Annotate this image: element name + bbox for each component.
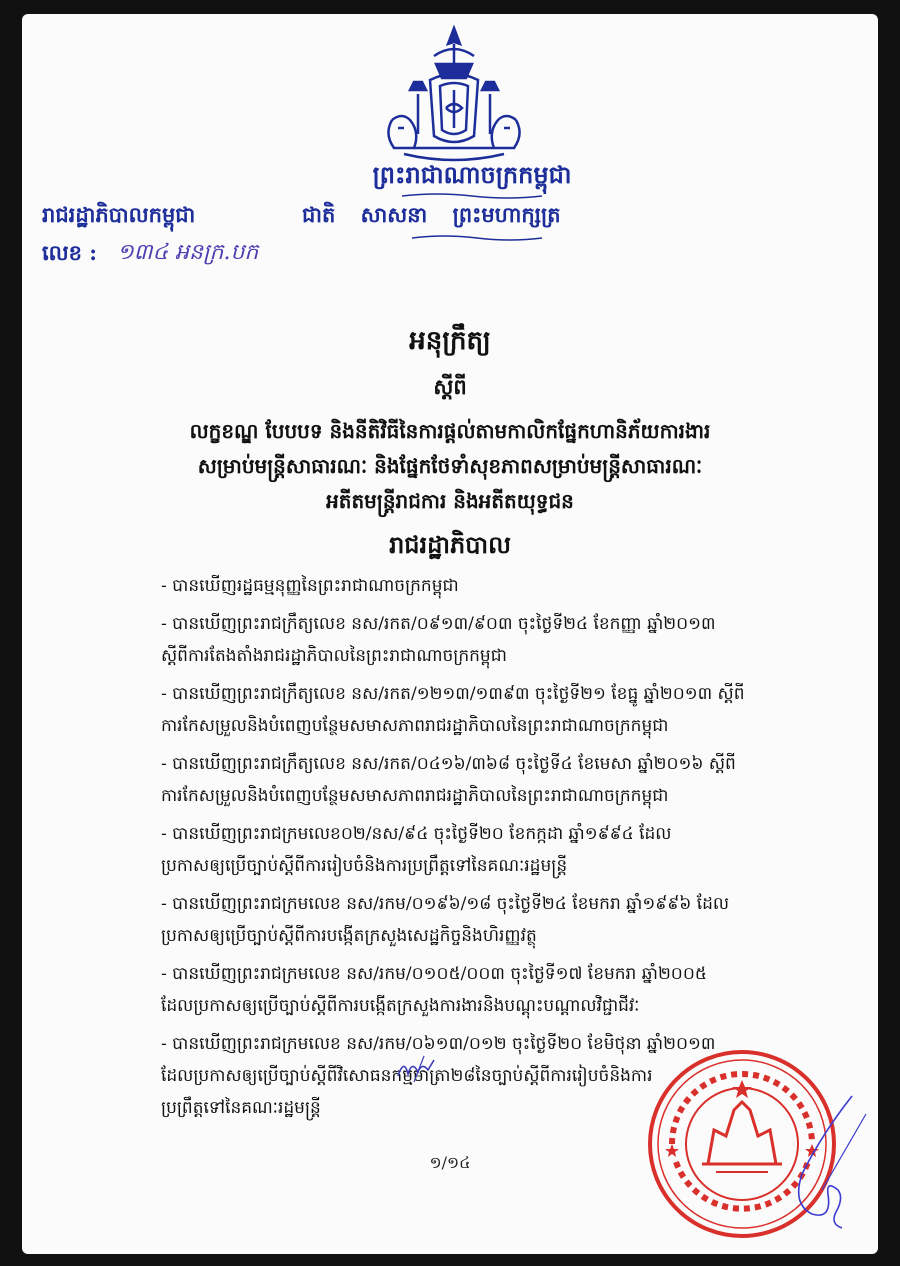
item-line: ដែលប្រកាសឲ្យប្រើច្បាប់ស្តីពីការបង្កើតក្រសួងការងារនិងបណ្តុះបណ្តាលវិជ្ជាជីវៈ — [161, 996, 640, 1016]
item-line: ការកែសម្រួលនិងបំពេញបន្ថែមសមាសភាពរាជរដ្ឋាភិបាលនៃព្រះរាជាណាចក្រកម្ពុជា — [161, 786, 669, 806]
list-item — [147, 888, 837, 952]
list-item — [147, 748, 837, 812]
list-item — [147, 818, 837, 882]
reference-number: ១៣៤ អនក្រ.បក — [117, 240, 259, 265]
list-item — [147, 570, 837, 602]
item-line: - បានឃើញព្រះរាជក្រមលេខ នស/រកម/០៦១៣/០១២ ចុះថ្ងៃទី២០ ខែមិថុនា ឆ្នាំ២០១៣ — [161, 1034, 716, 1054]
title-line: លក្ខខណ្ឌ បែបបទ និងនីតិវិធីនៃការផ្តល់តាមកាលិកផ្នែកហានិភ័យការងារ — [189, 419, 711, 443]
handwritten-initials-icon — [394, 1054, 440, 1084]
item-line: ប្រកាសឲ្យប្រើច្បាប់ស្តីពីការបង្កើតក្រសួងសេដ្ឋកិច្ចនិងហិរញ្ញវត្ថុ — [161, 926, 537, 946]
item-line: - បានឃើញព្រះរាជក្រឹត្យលេខ នស/រកត/១២១៣/១៣៩៣ ចុះថ្ងៃទី២១ ខែធ្នូ ឆ្នាំ២០១៣ ស្តីពី — [161, 684, 745, 704]
kingdom-name: ព្រះរាជាណាចក្រកម្ពុជា — [372, 160, 572, 189]
item-line: - បានឃើញព្រះរាជក្រឹត្យលេខ នស/រកត/០៩១៣/៩០៣ ចុះថ្ងៃទី២៤ ខែកញ្ញា ឆ្នាំ២០១៣ — [161, 614, 716, 634]
item-line: ប្រព្រឹត្តទៅនៃគណៈរដ្ឋមន្ត្រី — [161, 1098, 321, 1118]
national-motto: ជាតិ សាសនា ព្រះមហាក្សត្រ — [302, 202, 561, 227]
title-line: សម្រាប់មន្ត្រីសាធារណៈ និងផ្នែកថែទាំសុខភាពសម្រាប់មន្ត្រីសាធារណៈ — [197, 454, 703, 478]
issuer-heading: រាជរដ្ឋាភិបាល — [389, 530, 511, 559]
list-item — [147, 608, 837, 672]
item-line: - បានឃើញព្រះរាជក្រឹត្យលេខ នស/រកត/០៤១៦/៣៦៨ ចុះថ្ងៃទី៤ ខែមេសា ឆ្នាំ២០១៦ ស្តីពី — [161, 754, 736, 774]
reference-label: លេខ : — [42, 240, 98, 265]
item-line: ការកែសម្រួលនិងបំពេញបន្ថែមសមាសភាពរាជរដ្ឋាភិបាលនៃព្រះរាជាណាចក្រកម្ពុជា — [161, 716, 669, 736]
item-line: ដែលប្រកាសឲ្យប្រើច្បាប់ស្តីពីវិសោធនកម្មមាត្រា២៨នៃច្បាប់ស្តីពីការរៀបចំនិងការ — [161, 1066, 653, 1086]
item-line: ប្រកាសឲ្យប្រើច្បាប់ស្តីពីការរៀបចំនិងការប្រព្រឹត្តទៅនៃគណៈរដ្ឋមន្ត្រី — [161, 856, 568, 876]
item-line: - បានឃើញព្រះរាជក្រមលេខ នស/រកម/០១៩៦/១៨ ចុះថ្ងៃទី២៤ ខែមករា ឆ្នាំ១៩៩៦ ដែល — [161, 894, 730, 914]
ornament-divider-icon — [402, 192, 542, 200]
page-number: ១/១៤ — [429, 1153, 471, 1172]
document-title — [82, 414, 818, 519]
title-line: អតីតមន្ត្រីរាជការ និងអតីតយុទ្ធជន — [326, 489, 574, 513]
list-item — [147, 678, 837, 742]
list-item — [147, 958, 837, 1022]
document-type: អនុក្រឹត្យ — [409, 326, 491, 356]
item-line: - បានឃើញព្រះរាជក្រមលេខ នស/រកម/០១០៥/០០៣ ចុះថ្ងៃទី១៧ ខែមករា ឆ្នាំ២០០៥ — [161, 964, 707, 984]
government-name: រាជរដ្ឋាភិបាលកម្ពុជា — [42, 202, 196, 227]
ornament-divider-icon — [412, 234, 542, 242]
royal-coat-of-arms-icon — [374, 24, 534, 164]
signature-icon — [782, 1094, 872, 1234]
item-line: - បានឃើញព្រះរាជក្រមលេខ០២/នស/៩៤ ចុះថ្ងៃទី២០ ខែកក្កដា ឆ្នាំ១៩៩៤ ដែល — [161, 824, 672, 844]
document-page — [22, 14, 878, 1254]
document-about: ស្តីពី — [433, 374, 467, 399]
item-line: ស្តីពីការតែងតាំងរាជរដ្ឋាភិបាលនៃព្រះរាជាណាចក្រកម្ពុជា — [161, 646, 507, 666]
item-line: - បានឃើញរដ្ឋធម្មនុញ្ញនៃព្រះរាជាណាចក្រកម្ពុជា — [161, 576, 459, 596]
